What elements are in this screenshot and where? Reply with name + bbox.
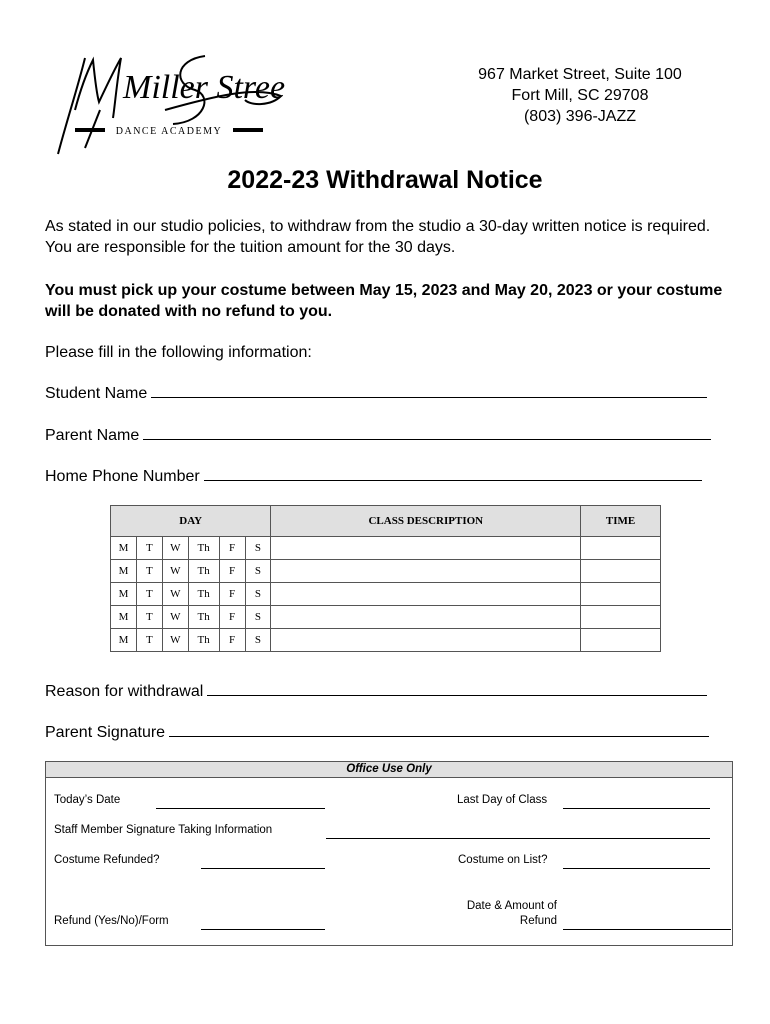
address-phone: (803) 396-JAZZ [523,108,637,125]
day-option-f[interactable]: F [219,560,245,583]
reason-field[interactable] [207,681,707,696]
home-phone-row [45,466,702,486]
day-option-t[interactable]: T [136,629,162,652]
staff-signature-field[interactable] [326,838,710,839]
day-option-t[interactable]: T [136,560,162,583]
time-header: TIME [581,506,661,537]
parent-name-label: Parent Name [45,427,140,444]
day-option-s[interactable]: S [245,537,271,560]
date-amount-label-2: Refund [519,915,557,927]
academy-logo [55,50,285,162]
schedule-row [111,560,661,583]
day-option-s[interactable]: S [245,583,271,606]
signature-row [45,722,709,742]
day-option-f[interactable]: F [219,583,245,606]
day-option-th[interactable]: Th [188,537,219,560]
home-phone-label: Home Phone Number [45,468,200,485]
reason-label: Reason for withdrawal [45,683,204,700]
class-description-cell[interactable] [271,629,581,652]
day-option-f[interactable]: F [219,537,245,560]
address-line-1: 967 Market Street, Suite 100 [478,66,682,83]
time-cell[interactable] [581,629,661,652]
home-phone-field[interactable] [204,466,702,481]
date-amount-label-1: Date & Amount of [466,900,557,912]
studio-address [440,64,720,127]
day-option-m[interactable]: M [111,606,137,629]
instructions: Please fill in the following information: [45,344,312,361]
date-amount-field[interactable] [563,929,731,930]
class-description-header: CLASS DESCRIPTION [271,506,581,537]
day-option-f[interactable]: F [219,606,245,629]
last-day-field[interactable] [563,808,710,809]
day-option-m[interactable]: M [111,537,137,560]
class-schedule-table [110,505,661,652]
intro-paragraph: As stated in our studio policies, to withdraw from the studio a 30-day written notice is required. You are responsible for the tuition amount for the 30 days. [45,218,711,256]
day-option-s[interactable]: S [245,560,271,583]
costume-on-list-label: Costume on List? [458,854,548,866]
page-title: 2022-23 Withdrawal Notice [227,166,543,194]
address-line-2: Fort Mill, SC 29708 [511,87,649,104]
schedule-row [111,606,661,629]
office-use-box [45,761,733,946]
day-option-w[interactable]: W [162,560,188,583]
staff-signature-label: Staff Member Signature Taking Information [54,824,273,836]
day-option-th[interactable]: Th [188,629,219,652]
schedule-row [111,629,661,652]
time-cell[interactable] [581,560,661,583]
day-option-th[interactable]: Th [188,606,219,629]
day-option-w[interactable]: W [162,537,188,560]
day-option-t[interactable]: T [136,606,162,629]
day-option-w[interactable]: W [162,629,188,652]
day-option-f[interactable]: F [219,629,245,652]
student-name-label: Student Name [45,385,148,402]
costume-refunded-label: Costume Refunded? [54,854,160,866]
day-option-m[interactable]: M [111,629,137,652]
logo-subtitle: DANCE ACADEMY [115,126,223,137]
last-day-label: Last Day of Class [457,794,548,806]
schedule-row [111,583,661,606]
todays-date-label: Today’s Date [54,794,121,806]
refund-form-label: Refund (Yes/No)/Form [54,915,169,927]
class-description-cell[interactable] [271,537,581,560]
time-cell[interactable] [581,606,661,629]
day-option-m[interactable]: M [111,560,137,583]
class-description-cell[interactable] [271,606,581,629]
day-option-m[interactable]: M [111,583,137,606]
day-option-w[interactable]: W [162,583,188,606]
day-option-s[interactable]: S [245,606,271,629]
logo-text: Miller Street [123,69,285,106]
signature-label: Parent Signature [45,724,166,741]
parent-name-row [45,425,711,445]
class-description-cell[interactable] [271,583,581,606]
signature-field[interactable] [169,722,709,737]
schedule-row [111,537,661,560]
class-description-cell[interactable] [271,560,581,583]
day-option-th[interactable]: Th [188,583,219,606]
costume-notice: You must pick up your costume between May 15, 2023 and May 20, 2023 or your costume will be donated with no refund to you. [45,282,723,320]
todays-date-field[interactable] [156,808,325,809]
day-option-th[interactable]: Th [188,560,219,583]
time-cell[interactable] [581,537,661,560]
costume-on-list-field[interactable] [563,868,710,869]
parent-name-field[interactable] [143,425,711,440]
time-cell[interactable] [581,583,661,606]
student-name-field[interactable] [151,383,707,398]
refund-form-field[interactable] [201,929,325,930]
day-option-t[interactable]: T [136,583,162,606]
office-use-heading: Office Use Only [46,762,732,778]
reason-row [45,681,707,701]
day-header: DAY [111,506,271,537]
day-option-w[interactable]: W [162,606,188,629]
student-name-row [45,383,707,403]
costume-refunded-field[interactable] [201,868,325,869]
day-option-s[interactable]: S [245,629,271,652]
day-option-t[interactable]: T [136,537,162,560]
